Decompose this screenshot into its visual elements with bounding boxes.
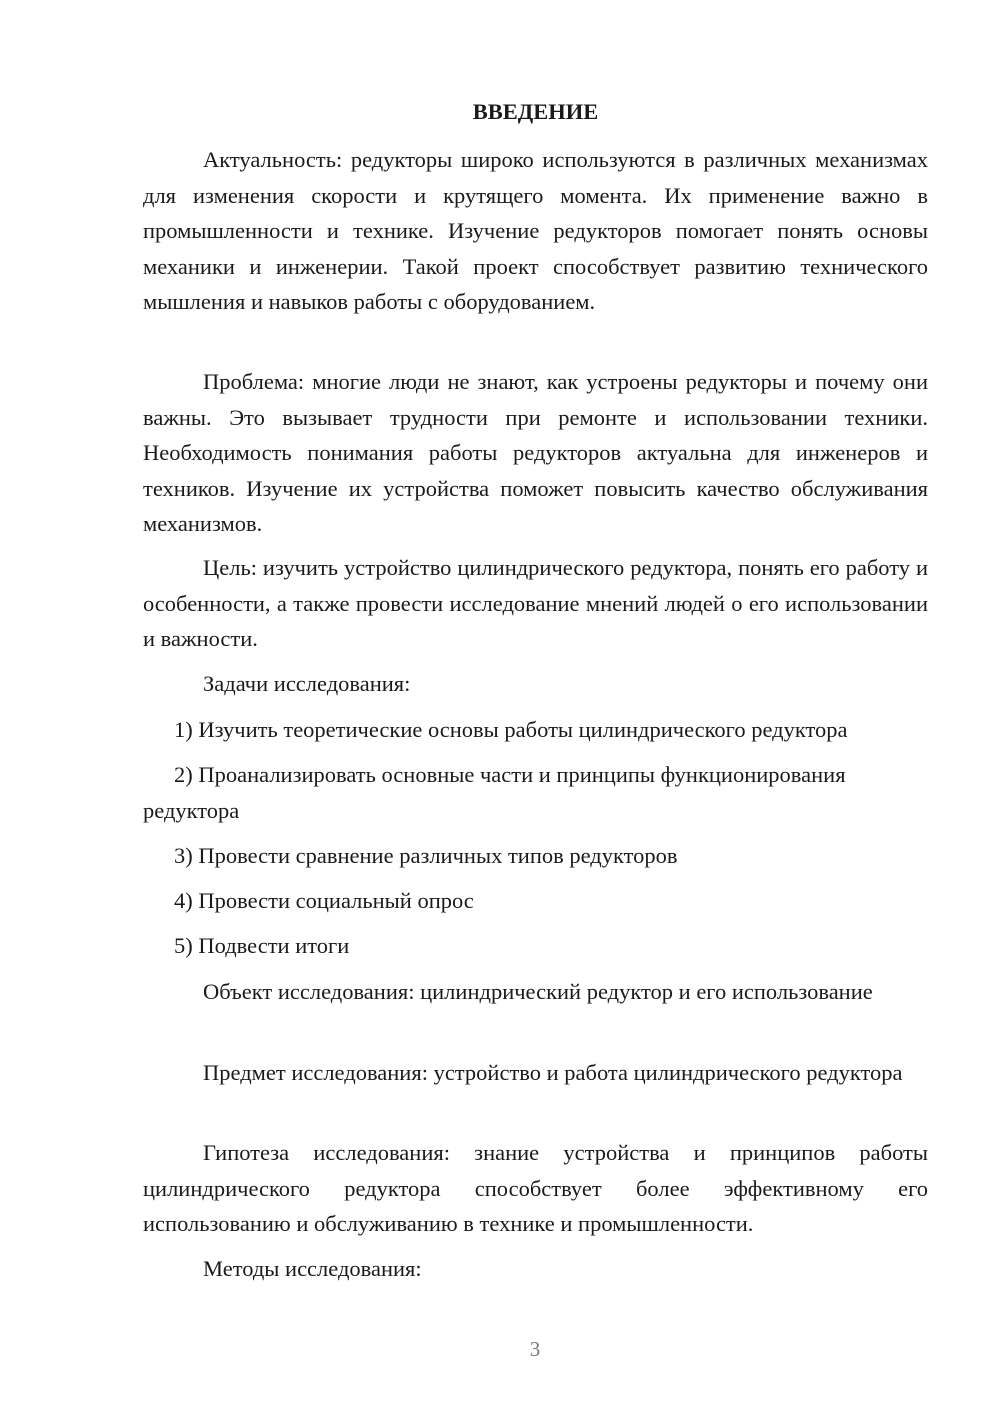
task-item-4: 4) Провести социальный опрос — [174, 888, 474, 913]
task-item-5: 5) Подвести итоги — [174, 933, 350, 958]
task-item-3: 3) Провести сравнение различных типов редукторов — [174, 843, 678, 868]
page-title: ВВЕДЕНИЕ — [472, 99, 599, 124]
paragraph-relevance: Актуальность: редукторы широко используются в различных механизмах для изменения скорости и крутящего момента. Их применение важно в промышленности и технике. Изучение редукторов помогает понять основы механики и инженерии. Такой проект способствует развитию технического мышления и навыков работы с оборудованием. — [143, 147, 928, 314]
task-item-2: 2) Проанализировать основные части и принципы функционирования редуктора — [143, 762, 846, 823]
paragraph-goal: Цель: изучить устройство цилиндрического редуктора, понять его работу и особенности, а также провести исследование мнений людей о его использовании и важности. — [143, 555, 928, 651]
paragraph-hypothesis: Гипотеза исследования: знание устройства и принципов работы цилиндрического редуктора способствует более эффективному его использованию и обслуживанию в технике и промышленности. — [143, 1140, 928, 1236]
task-item-1: 1) Изучить теоретические основы работы цилиндрического редуктора — [174, 717, 848, 742]
paragraph-object: Объект исследования: цилиндрический редуктор и его использование — [203, 979, 873, 1004]
methods-heading: Методы исследования: — [203, 1256, 422, 1281]
paragraph-subject: Предмет исследования: устройство и работа цилиндрического редуктора — [203, 1060, 903, 1085]
paragraph-problem: Проблема: многие люди не знают, как устроены редукторы и почему они важны. Это вызывает трудности при ремонте и использовании техники. Необходимость понимания работы редукторов актуальна для инженеров и техников. Изучение их устройства поможет повысить качество обслуживания механизмов. — [143, 369, 928, 536]
page-number: 3 — [529, 1337, 541, 1361]
tasks-heading: Задачи исследования: — [203, 671, 411, 696]
